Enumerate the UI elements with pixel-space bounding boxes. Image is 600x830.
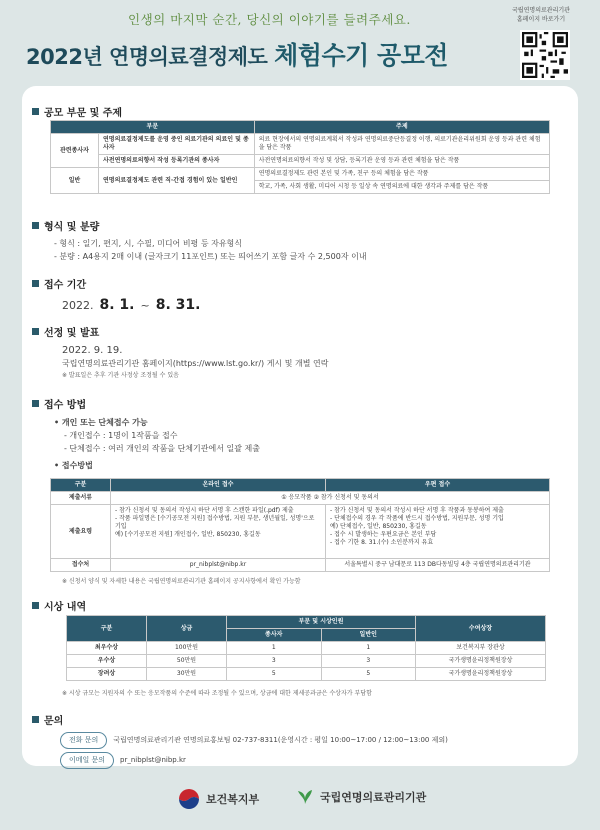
col-count: 부문 및 시상인원 xyxy=(227,616,416,629)
col-div: 구분 xyxy=(67,616,147,642)
qr-code[interactable] xyxy=(520,30,570,80)
table-row xyxy=(67,655,546,668)
section-title xyxy=(32,396,260,411)
prize-cell: 30만원 xyxy=(147,668,227,681)
awards-note: ※ 시상 규모는 지원자의 수 또는 응모작품의 수준에 따라 조정될 수 있으며, 상금에 대한 제세공과금은 수상자가 부담함 xyxy=(62,690,372,697)
table-row xyxy=(51,134,550,155)
section-announcement xyxy=(32,324,328,379)
section-title-text: 시상 내역 xyxy=(44,602,87,613)
worker-cell: 1 xyxy=(227,642,322,655)
section-title xyxy=(32,104,122,119)
public-cell: 5 xyxy=(321,668,416,681)
col-category: 부문 xyxy=(51,121,255,134)
rank-cell: 최우수상 xyxy=(67,642,147,655)
public-cell: 3 xyxy=(321,655,416,668)
bullet-square-icon xyxy=(32,108,39,115)
qr-label xyxy=(496,6,586,24)
worker-cell: 5 xyxy=(227,668,322,681)
ministry-logo xyxy=(178,788,259,810)
announcement-date: 2022. 9. 19. xyxy=(62,345,123,356)
topic-cell: 연명의료결정제도 관련 본인 및 가족, 친구 등의 체험을 담은 작품 xyxy=(254,168,549,181)
row-label: 제출서류 xyxy=(51,492,111,505)
phone-label: 전화 문의 xyxy=(60,732,107,749)
documents-cell: ① 응모작품 ② 참가 신청서 및 동의서 xyxy=(111,492,550,505)
contact-body xyxy=(60,732,448,769)
period-year: 2022. xyxy=(62,299,94,312)
mail-line: - 참가 신청서 및 동의서 작성시 하단 서명 후 작품과 동봉하여 제출 xyxy=(330,507,504,514)
length-line: - 분량 : A4용지 2매 이내 (글자크기 11포인트) 또는 띄어쓰기 포함 글자 수 2,500자 이내 xyxy=(54,252,367,261)
worker-cell: 3 xyxy=(227,655,322,668)
awards-table xyxy=(66,615,546,681)
format-body xyxy=(54,237,367,263)
announcement-desc: 국립연명의료관리기관 홈페이지(https://www.lst.go.kr/) 게시 및 개별 연락 xyxy=(62,359,329,368)
online-line: - 작품 파일명은 [수기공모전 지원] 접수방법, 지원 부문, 생년월일, 성명'으로 기입 xyxy=(115,515,315,530)
submission-sub2: • 접수방법 xyxy=(54,461,93,470)
section-title xyxy=(32,712,448,727)
col-award: 수여상장 xyxy=(416,616,546,642)
agency-leaf-icon xyxy=(296,788,314,806)
bullet-square-icon xyxy=(32,328,39,335)
poster-header xyxy=(0,0,600,90)
ministry-name: 보건복지부 xyxy=(206,793,260,806)
section-contact xyxy=(32,712,448,769)
topic-cell: 사전연명의료의향서 작성 및 상담, 등록기관 운영 등과 관련 체험을 담은 작품 xyxy=(254,155,549,168)
submission-table xyxy=(50,478,550,572)
rank-cell: 우수상 xyxy=(67,655,147,668)
section-format xyxy=(32,218,367,263)
title-emphasis: 체험수기 공모전 xyxy=(274,41,448,70)
qr-code-icon xyxy=(522,32,568,78)
period-end: 8. 31. xyxy=(155,297,201,313)
public-cell: 1 xyxy=(321,642,416,655)
submission-body xyxy=(54,416,260,472)
group-cell: 관련종사자 xyxy=(51,134,99,168)
topic-cell: 학교, 가족, 사회 생활, 미디어 시청 등 일상 속 연명의료에 대한 생각과 주제를 담은 작품 xyxy=(254,181,549,194)
col-div: 구분 xyxy=(51,479,111,492)
announcement-body xyxy=(62,344,328,379)
section-title xyxy=(32,598,86,613)
section-title-text: 형식 및 분량 xyxy=(44,222,100,233)
online-line: - 참가 신청서 및 동의서 작성시 하단 서명 후 스캔한 파일(.pdf) 제출 xyxy=(115,507,294,514)
section-title xyxy=(32,324,328,339)
sub-cell: 사전연명의료의향서 작성 등록기관의 종사자 xyxy=(99,155,255,168)
section-title-text: 공모 부문 및 주제 xyxy=(44,108,123,119)
bullet-square-icon xyxy=(32,222,39,229)
mail-line: - 접수 시 발생하는 우편요금은 본인 부담 xyxy=(330,531,437,538)
bullet-square-icon xyxy=(32,400,39,407)
mail-method-cell xyxy=(326,505,550,559)
sub-cell: 연명의료결정제도를 운영 중인 의료기관의 의료인 및 종사자 xyxy=(99,134,255,155)
bullet-square-icon xyxy=(32,716,39,723)
topic-cell: 의료 현장에서의 연명의료계획서 작성과 연명의료중단등결정 이행, 의료기관윤리위원회 운영 등과 관련 체험을 담은 작품 xyxy=(254,134,549,155)
online-address[interactable]: pr_nibplst@nibp.kr xyxy=(111,559,326,572)
table-row xyxy=(51,492,550,505)
table-row xyxy=(51,168,550,181)
group-cell: 일반 xyxy=(51,168,99,194)
email-row xyxy=(60,752,448,769)
online-method-cell xyxy=(111,505,326,559)
col-prize: 상금 xyxy=(147,616,227,642)
section-period xyxy=(32,276,200,313)
submission-note: ※ 신청서 양식 및 자세한 내용은 국립연명의료관리기관 홈페이지 공지사항에서 확인 가능함 xyxy=(62,578,301,585)
announcement-note: ※ 발표일은 추후 기관 사정상 조정될 수 있음 xyxy=(62,372,179,379)
col-online: 온라인 접수 xyxy=(111,479,326,492)
qr-label-line2: 홈페이지 바로가기 xyxy=(516,16,566,23)
period-start: 8. 1. xyxy=(99,297,135,313)
mail-line: - 단체접수의 경우 각 작품에 반드시 접수방법, 지원부문, 성명 기입 xyxy=(330,515,504,522)
title-main: 2022년 연명의료결정제도 xyxy=(26,45,268,69)
award-cell: 국가생명윤리정책원장상 xyxy=(416,655,546,668)
col-mail: 우편 접수 xyxy=(326,479,550,492)
email-label: 이메일 문의 xyxy=(60,752,114,769)
row-label: 제출요령 xyxy=(51,505,111,559)
mail-line: - 접수 기한 8. 31.(수) 소인분까지 유효 xyxy=(330,539,434,546)
phone-value[interactable]: 국립연명의료관리기관 연명의료홍보팀 02-737-8311(운영시간 : 평일 10:00~17:00 / 12:00~13:00 제외) xyxy=(113,736,448,744)
row-label: 접수처 xyxy=(51,559,111,572)
sub-cell: 연명의료결정제도 관련 직·간접 경험이 있는 일반인 xyxy=(99,168,255,194)
table-row xyxy=(51,505,550,559)
poster-title xyxy=(26,36,448,72)
mail-address: 서울특별시 중구 남대문로 113 DB다동빌딩 4층 국립연명의료관리기관 xyxy=(326,559,550,572)
table-row xyxy=(67,668,546,681)
email-value[interactable]: pr_nibplst@nibp.kr xyxy=(120,756,186,764)
section-title xyxy=(32,218,367,233)
mail-line: 예) 단체접수, 일반, 850230, 홍길동 xyxy=(330,523,427,530)
online-line: 예) [수기공모전 지원] 개인접수, 일반, 850230, 홍길동 xyxy=(115,531,261,538)
col-worker: 종사자 xyxy=(227,629,322,642)
agency-name: 국립연명의료관리기관 xyxy=(320,791,427,804)
section-categories xyxy=(32,104,122,119)
bullet-square-icon xyxy=(32,602,39,609)
submission-sub1: • 개인 또는 단체접수 가능 xyxy=(54,418,148,427)
slogan: 인생의 마지막 순간, 당신의 이야기를 들려주세요. xyxy=(128,12,411,27)
prize-cell: 100만원 xyxy=(147,642,227,655)
ministry-emblem-icon xyxy=(178,788,200,810)
col-public: 일반인 xyxy=(321,629,416,642)
period-sep: ~ xyxy=(140,299,150,312)
format-line: - 형식 : 일기, 편지, 시, 수필, 미디어 비평 등 자유형식 xyxy=(54,239,243,248)
submission-sub2-text: 접수방법 xyxy=(61,461,93,470)
prize-cell: 50만원 xyxy=(147,655,227,668)
section-awards xyxy=(32,598,86,613)
section-title xyxy=(32,276,200,291)
section-title-text: 문의 xyxy=(44,716,64,727)
section-submission xyxy=(32,396,260,472)
categories-table xyxy=(50,120,550,194)
agency-logo xyxy=(296,788,426,806)
phone-row xyxy=(60,732,448,749)
table-row xyxy=(67,642,546,655)
qr-label-line1: 국립연명의료관리기관 xyxy=(512,7,570,14)
section-title-text: 접수 방법 xyxy=(44,400,87,411)
award-cell: 보건복지부 장관상 xyxy=(416,642,546,655)
section-title-text: 접수 기간 xyxy=(44,280,87,291)
group-line: - 단체접수 : 여러 개인의 작품을 단체기관에서 일괄 제출 xyxy=(64,444,260,453)
table-row xyxy=(51,559,550,572)
table-row xyxy=(51,155,550,168)
col-topic: 주제 xyxy=(254,121,549,134)
section-title-text: 선정 및 발표 xyxy=(44,328,100,339)
submission-sub1-text: 개인 또는 단체접수 가능 xyxy=(61,418,148,427)
period-dates xyxy=(62,297,200,313)
footer xyxy=(0,768,600,830)
individual-line: - 개인접수 : 1명이 1작품을 접수 xyxy=(64,431,178,440)
award-cell: 국가생명윤리정책원장상 xyxy=(416,668,546,681)
bullet-square-icon xyxy=(32,280,39,287)
rank-cell: 장려상 xyxy=(67,668,147,681)
